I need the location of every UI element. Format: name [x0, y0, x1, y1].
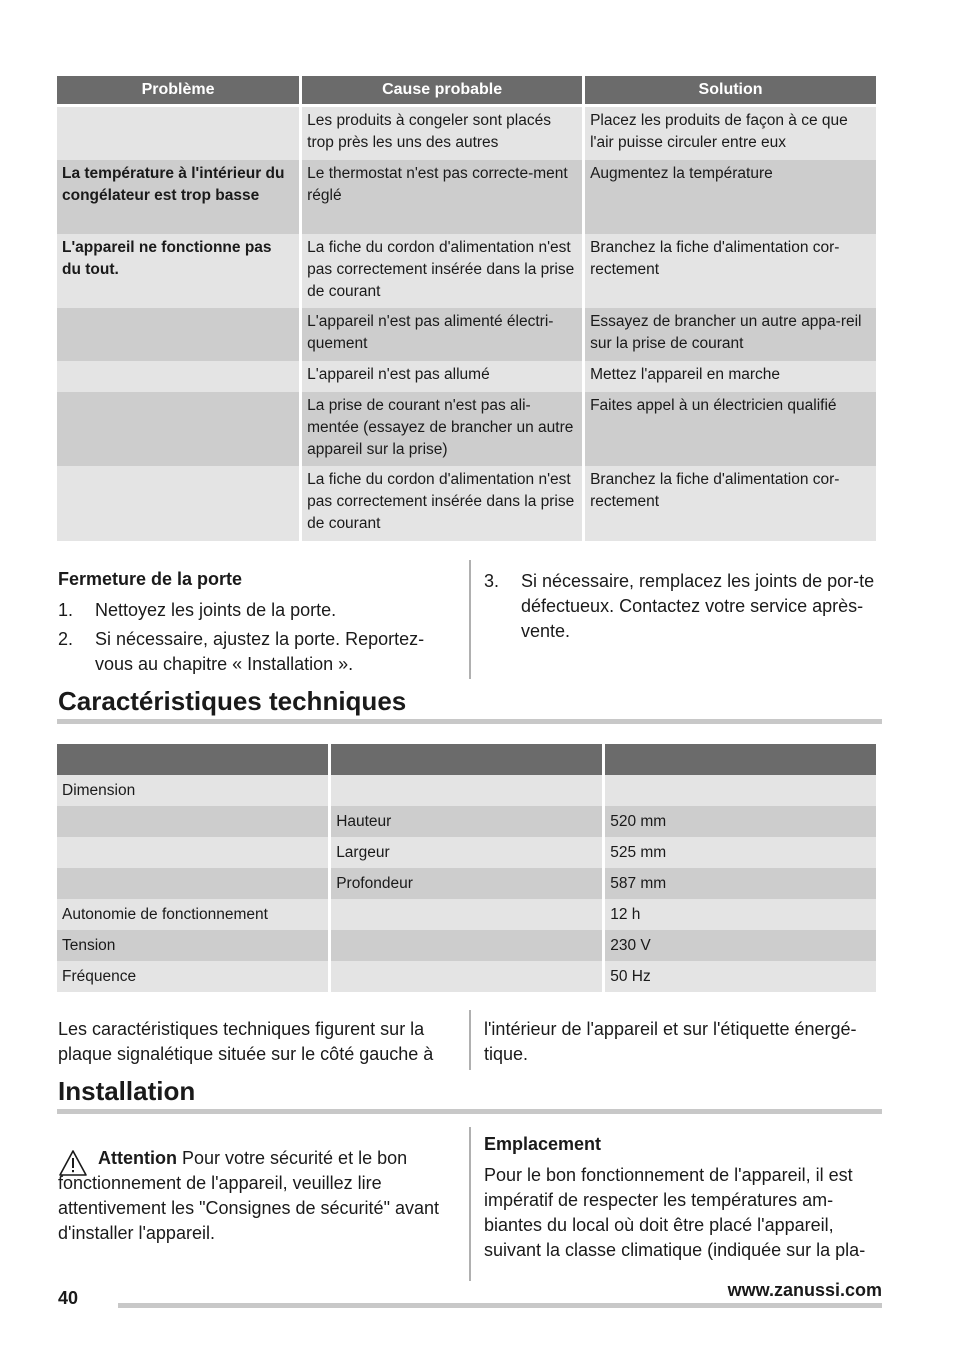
table-row [57, 775, 876, 806]
spec-header-cell [331, 744, 602, 775]
spec-sublabel: Largeur [331, 837, 602, 868]
spec-label: Tension [57, 930, 328, 961]
spec-value: 525 mm [605, 837, 876, 868]
table-row [57, 466, 876, 541]
column-divider [469, 1010, 471, 1070]
problem-cell: L'appareil ne fonctionne pas du tout. [57, 234, 299, 308]
table-row [57, 806, 876, 837]
door-steps-left [58, 598, 443, 681]
cause-cell: L'appareil n'est pas allumé [302, 361, 582, 392]
table-row [57, 361, 876, 392]
column-divider [469, 560, 471, 679]
step-number: 3. [484, 571, 500, 591]
spec-label: Autonomie de fonctionnement [57, 899, 328, 930]
installation-heading: Installation [58, 1076, 196, 1106]
spec-value: 520 mm [605, 806, 876, 837]
spec-value: 230 V [605, 930, 876, 961]
step-text: Si nécessaire, ajustez la porte. Reportez-vous au chapitre « Installation ». [95, 629, 425, 674]
table-row [57, 392, 876, 466]
spec-label [57, 868, 328, 899]
attention-label: Attention [98, 1148, 177, 1168]
website-link[interactable]: www.zanussi.com [727, 1280, 882, 1300]
door-section-title: Fermeture de la porte [58, 569, 243, 589]
specs-table [54, 744, 879, 992]
table-row [57, 837, 876, 868]
spec-value: 587 mm [605, 868, 876, 899]
spec-header-cell [57, 744, 328, 775]
problem-cell: La température à l'intérieur du congélateur est trop basse [57, 160, 299, 234]
cause-cell: Le thermostat n'est pas correcte-ment réglé [302, 160, 582, 234]
table-row [57, 107, 876, 160]
page-number: 40 [58, 1288, 79, 1308]
cause-cell: La prise de courant n'est pas ali-mentée (essayez de brancher un autre appareil sur la prise) [302, 392, 582, 466]
spec-value: 12 h [605, 899, 876, 930]
step-text: Si nécessaire, remplacez les joints de por-te défectueux. Contactez votre service après-vente. [521, 571, 875, 641]
placement-text: Pour le bon fonctionnement de l'appareil, il est impératif de respecter les températures am-biantes du local où doit être placé l'appareil, suivant la classe climatique (indiquée sur la pla- [484, 1165, 866, 1260]
specs-heading: Caractéristiques techniques [58, 686, 407, 716]
cause-cell: L'appareil n'est pas alimenté électri-quement [302, 308, 582, 361]
heading-rule [57, 1109, 882, 1114]
table-row [57, 961, 876, 992]
solution-cell: Augmentez la température [585, 160, 876, 234]
header-problem: Problème [57, 76, 299, 107]
table-row [57, 160, 876, 234]
problem-cell [57, 466, 299, 541]
list-item [484, 569, 879, 644]
problem-cell [57, 308, 299, 361]
solution-cell: Branchez la fiche d'alimentation cor-rectement [585, 234, 876, 308]
problem-cell [57, 361, 299, 392]
solution-cell: Placez les produits de façon à ce que l'air puisse circuler entre eux [585, 107, 876, 160]
cause-cell: La fiche du cordon d'alimentation n'est pas correctement insérée dans la prise de courant [302, 234, 582, 308]
spec-sublabel: Hauteur [331, 806, 602, 837]
footer-rule [118, 1303, 882, 1308]
table-row [57, 930, 876, 961]
solution-cell: Branchez la fiche d'alimentation cor-rectement [585, 466, 876, 541]
solution-cell: Faites appel à un électricien qualifié [585, 392, 876, 466]
spec-sublabel [331, 930, 602, 961]
cause-cell: La fiche du cordon d'alimentation n'est pas correctement insérée dans la prise de courant [302, 466, 582, 541]
spec-header-cell [605, 744, 876, 775]
door-steps-right [484, 569, 879, 648]
column-divider [469, 1127, 471, 1281]
attention-text: Pour votre sécurité et le bon fonctionnement de l'appareil, veuillez lire attentivement les "Consignes de sécurité" avant d'installer l'appareil. [58, 1148, 439, 1243]
table-row [57, 868, 876, 899]
problem-cell [57, 392, 299, 466]
spec-sublabel [331, 899, 602, 930]
spec-label: Dimension [57, 775, 328, 806]
cause-cell: Les produits à congeler sont placés trop près les uns des autres [302, 107, 582, 160]
header-solution: Solution [585, 76, 876, 107]
spec-sublabel [331, 961, 602, 992]
attention-paragraph [58, 1146, 458, 1246]
solution-cell: Essayez de brancher un autre appa-reil sur la prise de courant [585, 308, 876, 361]
step-number: 2. [58, 629, 74, 649]
specs-note-left: Les caractéristiques techniques figurent sur la plaque signalétique située sur le côté gauche à [58, 1019, 434, 1064]
list-item [58, 627, 443, 677]
problem-cell [57, 107, 299, 160]
table-row [57, 899, 876, 930]
step-text: Nettoyez les joints de la porte. [95, 600, 337, 620]
specs-note-right: l'intérieur de l'appareil et sur l'étiquette énergé-tique. [484, 1019, 857, 1064]
spec-label [57, 806, 328, 837]
spec-sublabel: Profondeur [331, 868, 602, 899]
troubleshooting-table [54, 76, 879, 541]
header-cause: Cause probable [302, 76, 582, 107]
spec-value: 50 Hz [605, 961, 876, 992]
list-item [58, 598, 443, 623]
placement-title: Emplacement [484, 1134, 602, 1154]
table-row [57, 308, 876, 361]
table-row [57, 234, 876, 308]
spec-label [57, 837, 328, 868]
heading-rule [57, 719, 882, 724]
spec-sublabel [331, 775, 602, 806]
spec-value [605, 775, 876, 806]
spec-label: Fréquence [57, 961, 328, 992]
solution-cell: Mettez l'appareil en marche [585, 361, 876, 392]
step-number: 1. [58, 600, 74, 620]
